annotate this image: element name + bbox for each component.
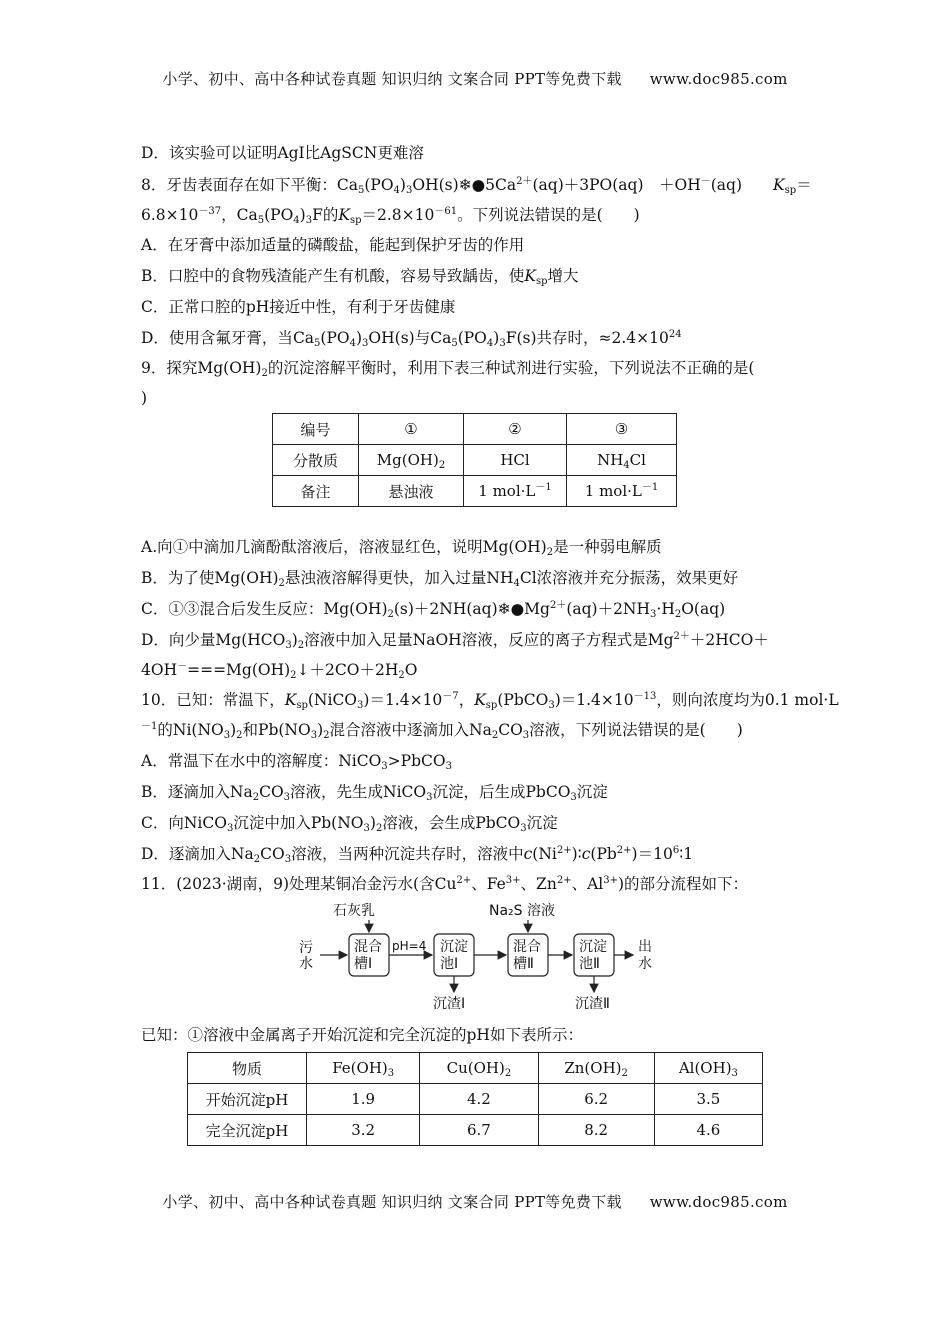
flow-lime: 石灰乳 — [333, 903, 375, 919]
q11-cell: 1.9 — [307, 1084, 420, 1115]
q9-cell: 分散质 — [273, 445, 359, 476]
q9-stem: 9．探究$Mg(OH)_2$的沉淀溶解平衡时，利用下表三种试剂进行实验，下列说法不正确的是( — [141, 359, 755, 379]
q9-cell: $NH_4Cl$ — [567, 445, 677, 476]
q11-cell: 3.5 — [654, 1084, 762, 1115]
footer-url[interactable]: www.doc985.com — [649, 1193, 788, 1211]
q11-cell: 完全沉淀pH — [188, 1115, 307, 1146]
q9-cell: 悬浊液 — [359, 476, 464, 507]
q11-cell: $Cu(OH)_2$ — [420, 1053, 538, 1084]
q11-cell: $Zn(OH)_2$ — [538, 1053, 654, 1084]
flow-pool2: 池Ⅱ — [579, 956, 600, 972]
q11-known: 已知：①溶液中金属离子开始沉淀和完全沉淀的pH如下表所示： — [141, 1026, 583, 1044]
flow-pool1: 沉淀 — [440, 939, 468, 955]
footer-text: 小学、初中、高中各种试卷真题 知识归纳 文案合同 PPT等免费下载 — [162, 1193, 622, 1211]
q9-cell: ② — [464, 414, 567, 445]
flow-ph: pH=4 — [392, 939, 427, 953]
q9-option-c: C．①③混合后发生反应：$Mg(OH)_2(s)+2NH(aq)❄●Mg^{2+}(aq)+2NH_3\cdot H_2O(aq)$ — [141, 600, 726, 620]
q11-cell: 6.2 — [538, 1084, 654, 1115]
q11-cell: 8.2 — [538, 1115, 654, 1146]
q9-cell: 1 $mol\cdot L^{-1}$ — [567, 476, 677, 507]
q10-option-b: B．逐滴加入$Na_2CO_3$溶液，先生成NiCO$_3$沉淀，后生成PbCO$_3$沉淀 — [141, 783, 608, 803]
q11-cell: 物质 — [188, 1053, 307, 1084]
q9-option-d: D．向少量$Mg(HCO_3)_2$溶液中加入足量NaOH溶液，反应的离子方程式是$Mg^{2+}+2HCO+$ — [141, 631, 769, 651]
header-url[interactable]: www.doc985.com — [649, 70, 788, 88]
flow-res2: 沉渣Ⅱ — [575, 996, 610, 1012]
flow-pool2: 沉淀 — [579, 939, 607, 955]
page-footer — [0, 1191, 950, 1212]
q8-option-d: D．使用含氟牙膏，当$Ca_5(PO_4)_3OH(s)$与$Ca_5(PO_4)_3F(s)$共存时，$\approx 2.4\times 10^{24}$ — [141, 329, 682, 349]
q8-option-a: A．在牙膏中添加适量的磷酸盐，能起到保护牙齿的作用 — [141, 236, 525, 254]
q11-cell: $Al(OH)_3$ — [654, 1053, 762, 1084]
equilibrium-arrow-icon: ❄● — [497, 600, 525, 618]
q9-option-d-line2: $4OH^-===Mg(OH)_2↓+2CO+2H_2O$ — [141, 661, 418, 681]
q9-stem-line2: ) — [141, 389, 148, 407]
q11-cell: 4.2 — [420, 1084, 538, 1115]
q8-option-c: C．正常口腔的pH接近中性，有利于牙齿健康 — [141, 298, 456, 316]
q11-table — [187, 1052, 763, 1146]
q9-cell: $Mg(OH)_2$ — [359, 445, 464, 476]
header-text: 小学、初中、高中各种试卷真题 知识归纳 文案合同 PPT等免费下载 — [162, 70, 622, 88]
q11-cell: 4.6 — [654, 1115, 762, 1146]
q9-cell: 1 $mol\cdot L^{-1}$ — [464, 476, 567, 507]
flow-mix2: 混合 — [513, 939, 541, 955]
page-header — [0, 68, 950, 89]
q11-stem: 11．(2023·湖南，9)处理某铜冶金污水(含$Cu^{2+}$、$Fe^{3+}$、$Zn^{2+}$、$Al^{3+}$)的部分流程如下： — [141, 875, 749, 893]
q9-cell: ③ — [567, 414, 677, 445]
q8-stem-line1: 8．牙齿表面存在如下平衡：$Ca_5(PO_4)_3OH(s)❄●5Ca^{2+}(aq)+3PO(aq)$ ＋OH－(aq) $K_{sp}=$ — [141, 176, 812, 196]
q10-option-d: D．逐滴加入$Na_2CO_3$溶液，当两种沉淀共存时，溶液中$c(Ni^{2+})∶c(Pb^{2+})=10^6∶1$ — [141, 845, 694, 865]
flow-res1: 沉渣Ⅰ — [433, 996, 466, 1012]
q9-option-b: B．为了使$Mg(OH)_2$悬浊液溶解得更快，加入过量$NH_4Cl$浓溶液并充分振荡，效果更好 — [141, 569, 739, 589]
q9-cell: 备注 — [273, 476, 359, 507]
equilibrium-arrow-icon: ❄● — [458, 176, 486, 194]
q10-option-c: C．向NiCO$_3$沉淀中加入$Pb(NO_3)_2$溶液，会生成PbCO$_3$沉淀 — [141, 814, 558, 834]
flow-inflow: 水 — [299, 956, 313, 972]
q10-stem: 10．已知：常温下，$K_{sp}(NiCO_3)=1.4\times 10^{-7}$，$K_{sp}(PbCO_3)=1.4\times 10^{-13}$，则向浓度均为0.1 mol·L — [141, 691, 839, 711]
q10-stem-line2: $^{-1}$的$Ni(NO_3)_2$和$Pb(NO_3)_2$混合溶液中逐滴加入$Na_2CO_3$溶液，下列说法错误的是( ) — [141, 721, 743, 741]
flow-na2s: Na₂S 溶液 — [489, 903, 556, 919]
q9-table — [272, 413, 677, 507]
q11-cell: $Fe(OH)_3$ — [307, 1053, 420, 1084]
flow-mix1: 混合 — [354, 939, 382, 955]
flow-outflow: 出 — [638, 939, 652, 955]
q9-cell: ① — [359, 414, 464, 445]
q10-option-a: A．常温下在水中的溶解度：NiCO$_3$>PbCO$_3$ — [141, 752, 452, 772]
flow-inflow: 污 — [299, 940, 313, 956]
q7-option-d: D．该实验可以证明AgI比AgSCN更难溶 — [141, 144, 424, 162]
q9-cell: 编号 — [273, 414, 359, 445]
q11-cell: 3.2 — [307, 1115, 420, 1146]
q8-option-b: B．口腔中的食物残渣能产生有机酸，容易导致龋齿，使$K_{sp}$增大 — [141, 267, 579, 287]
q9-cell: HCl — [464, 445, 567, 476]
flow-pool1: 池Ⅰ — [440, 956, 459, 972]
q8-stem-line2: $6.8\times 10^{-37}$，$Ca_5(PO_4)_3F$的$K_{sp}=2.8\times 10^{-61}$。下列说法错误的是( ) — [141, 206, 640, 226]
flow-mix2: 槽Ⅱ — [513, 956, 534, 972]
flow-outflow: 水 — [638, 956, 652, 972]
flow-mix1: 槽Ⅰ — [354, 956, 373, 972]
q11-flow-diagram — [290, 898, 670, 1016]
q11-cell: 6.7 — [420, 1115, 538, 1146]
q9-option-a: A.向①中滴加几滴酚酞溶液后，溶液显红色，说明$Mg(OH)_2$是一种弱电解质 — [141, 538, 662, 558]
q11-cell: 开始沉淀pH — [188, 1084, 307, 1115]
